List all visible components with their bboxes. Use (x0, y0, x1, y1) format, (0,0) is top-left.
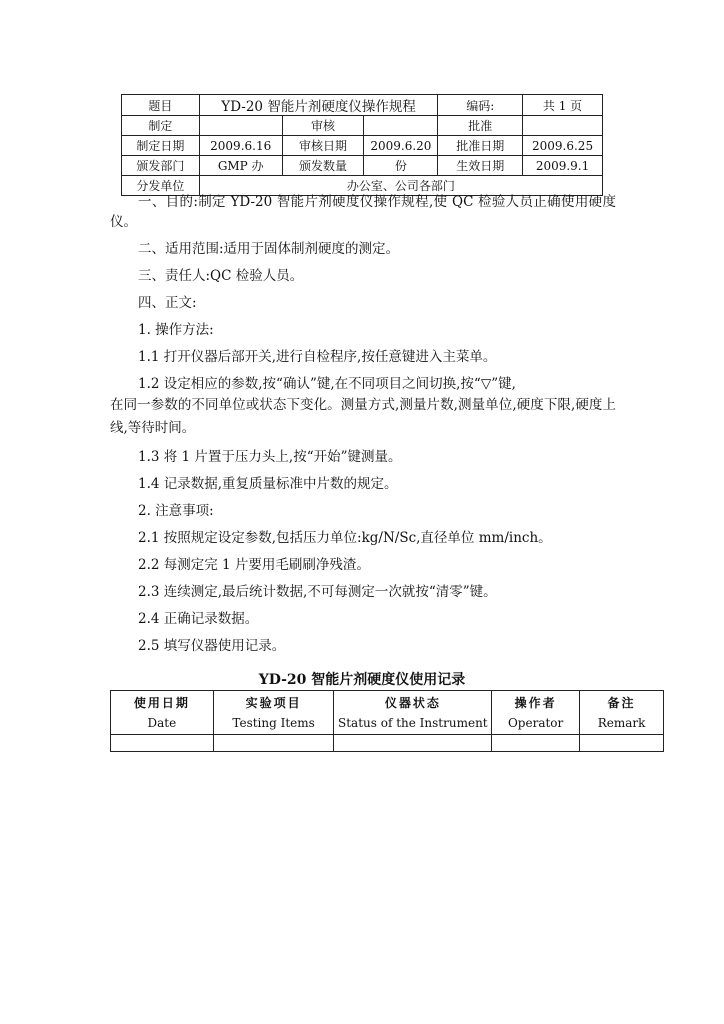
empty-cell (334, 735, 492, 752)
document-title: YD-20 智能片剂硬度仪操作规程 (199, 95, 438, 116)
header-testing-items-en: Testing Items (232, 715, 315, 730)
review-date-label: 审核日期 (282, 136, 364, 156)
usage-record-title: YD-20 智能片剂硬度仪使用记录 (258, 672, 466, 688)
effective-date-value: 2009.9.1 (523, 156, 603, 176)
header-testing-items (213, 691, 334, 735)
usage-record-empty-row (111, 735, 664, 752)
drafted-by-value (199, 116, 282, 136)
code-label: 编码: (438, 95, 523, 116)
note-2-1: 2.1 按照规定设定参数,包括压力单位:kg/N/Sc,直径单位 mm/inch。 (138, 530, 552, 546)
header-operator (492, 691, 580, 735)
header-operator-cn: 操作者 (514, 695, 557, 710)
step-1-2-continued: 在同一参数的不同单位或状态下变化。测量方式,测量片数,测量单位,硬度下限,硬度上线,等待时间。 (110, 397, 616, 436)
header-row-authors (122, 116, 603, 136)
scope-paragraph: 二、适用范围:适用于固体制剂硬度的测定。 (138, 241, 400, 257)
header-date (111, 691, 214, 735)
approval-date-label: 批准日期 (438, 136, 523, 156)
issuing-dept-value: GMP 办 (199, 156, 282, 176)
draft-date-label: 制定日期 (122, 136, 200, 156)
approval-date-value: 2009.6.25 (523, 136, 603, 156)
header-row-issue (122, 156, 603, 176)
empty-cell (213, 735, 334, 752)
note-2-4: 2.4 正确记录数据。 (138, 611, 259, 627)
header-remark-en: Remark (597, 715, 646, 730)
distribution-value: 办公室、公司各部门 (199, 176, 602, 196)
draft-date-value: 2009.6.16 (199, 136, 282, 156)
note-2-5: 2.5 填写仪器使用记录。 (138, 638, 286, 654)
drafted-by-label: 制定 (122, 116, 200, 136)
approved-by-label: 批准 (438, 116, 523, 136)
approved-by-value (523, 116, 603, 136)
note-2-3: 2.3 连续测定,最后统计数据,不可每测定一次就按“清零”键。 (138, 584, 497, 600)
responsible-paragraph: 三、责任人:QC 检验人员。 (138, 268, 304, 284)
distribution-label: 分发单位 (122, 176, 200, 196)
reviewed-by-label: 审核 (282, 116, 364, 136)
operation-method-heading: 1. 操作方法: (138, 322, 214, 338)
header-instrument-status-cn: 仪器状态 (384, 695, 441, 710)
header-row-title (122, 95, 603, 116)
page-count: 共 1 页 (523, 95, 603, 116)
usage-record-table (110, 690, 664, 752)
procedure-body (110, 192, 616, 656)
usage-record-header-row (111, 691, 664, 735)
step-1-3: 1.3 将 1 片置于压力头上,按“开始”键测量。 (138, 449, 402, 465)
reviewed-by-value (364, 116, 438, 136)
header-testing-items-cn: 实验项目 (245, 695, 302, 710)
precautions-heading: 2. 注意事项: (138, 503, 214, 519)
header-instrument-status-en: Status of the Instrument (338, 715, 488, 730)
issuing-dept-label: 颁发部门 (122, 156, 200, 176)
empty-cell (580, 735, 664, 752)
header-row-dates (122, 136, 603, 156)
document-header-table (121, 94, 603, 196)
purpose-paragraph: 一、目的:制定 YD-20 智能片剂硬度仪操作规程,使 QC 检验人员正确使用硬度仪。 (110, 194, 616, 230)
effective-date-label: 生效日期 (438, 156, 523, 176)
header-remark (580, 691, 664, 735)
issue-quantity-label: 颁发数量 (282, 156, 364, 176)
step-1-4: 1.4 记录数据,重复质量标准中片数的规定。 (138, 476, 398, 492)
step-1-1: 1.1 打开仪器后部开关,进行自检程序,按任意键进入主菜单。 (138, 349, 497, 365)
review-date-value: 2009.6.20 (364, 136, 438, 156)
issue-quantity-value: 份 (364, 156, 438, 176)
header-remark-cn: 备注 (607, 695, 636, 710)
header-date-cn: 使用日期 (133, 695, 190, 710)
step-1-2: 1.2 设定相应的参数,按“确认”键,在不同项目之间切换,按“▽”键, (138, 376, 516, 392)
title-label: 题目 (122, 95, 200, 116)
note-2-2: 2.2 每测定完 1 片要用毛刷刷净残渣。 (138, 557, 370, 573)
empty-cell (111, 735, 214, 752)
empty-cell (492, 735, 580, 752)
main-text-heading: 四、正文: (138, 295, 197, 311)
header-date-en: Date (147, 715, 177, 730)
header-instrument-status (334, 691, 492, 735)
header-operator-en: Operator (507, 715, 564, 730)
